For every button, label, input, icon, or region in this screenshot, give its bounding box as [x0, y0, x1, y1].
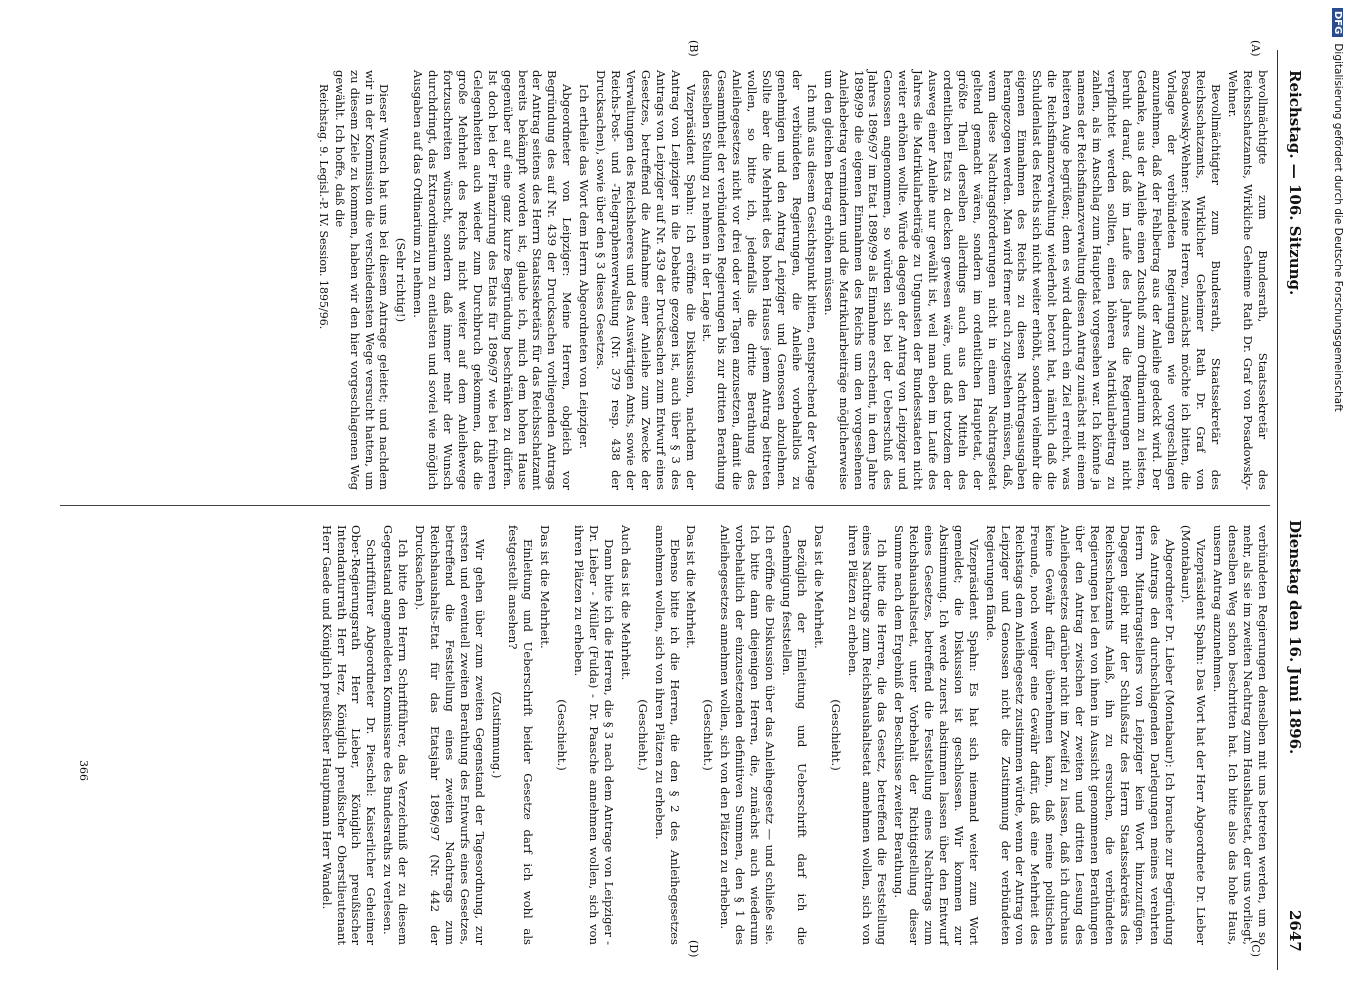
margin-mark-a: (A): [1249, 40, 1262, 57]
paragraph: Abgeordneter Dr. Lieber (Montabaur): Ich brauche zur Begründung des Antrags den durchschlagenden Darlegungen meines verehrten Herrn Mitantragstellers von Leipziger kein Wort hinzuzufügen. Dagegen giebt mir der Schlußsatz des Herrn Staatssekretärs des Reichsschatzamts Anlaß, ihn zu ersuchen, die verbündeten Regierungen bei den von ihnen in Aussicht genommenen Berathungen über den Antrag zwischen der zweiten und dritten Lesung des Anleihegesetzes darüber nicht im Zweifel zu lassen, daß ich durchaus keine Gewähr dafür übernehmen kann, daß meine politischen Freunde, noch weniger eine Gewähr dafür, daß eine Mehrheit des Reichstags dem Anleihegesetz zustimmen würde, wenn der Antrag von Leipziger und Genossen nicht die Zustimmung der verbündeten Regierungen fände.: [983, 525, 1177, 945]
paragraph: Ebenso bitte ich die Herren, die den § 2 des Anleihegesetzes annehmen wollen, sich von ihren Plätzen zu erheben.: [652, 525, 682, 945]
paragraph: Dieser Wunsch hat uns bei diesem Antrage geleitet; und nachdem wir in der Kommission die verschiedensten Wege versucht hatten, um zu diesem Ziele zu kommen, haben wir den hier vorgeschlagenen Weg gewählt. Ich hoffe, daß die: [332, 70, 392, 490]
page-header: [1274, 0, 1310, 1000]
page-footer-note: Reichstag. 9. Legisl.-P. IV. Session. 1895/96.: [316, 84, 330, 330]
dfg-logo: DFG: [1332, 8, 1343, 37]
paragraph: Ich ertheile das Wort dem Herrn Abgeordneten von Leipziger.: [577, 84, 592, 450]
margin-mark-c: (C): [1249, 940, 1262, 957]
paragraph: Abgeordneter von Leipziger: Meine Herren, obgleich vor Begründung des auf Nr. 439 der Drucksachen vorliegenden Antrags der Antrag seitens des Herrn Staatssekretärs für das Reichsschatzamt bereits bekämpft worden ist, glaube ich, mich dem hohen Hause gegenüber auf eine ganz kurze Begründung beschränken zu dürfen. Ist doch bei der Finanzirung des Etats für 1896/97 wie bei früheren Gelegenheiten auch wieder zum Durchbruch gekommen, daß die große Mehrheit des Reichs nicht weiter auf dem Anleihewege fortzuschreiten wünscht, sondern daß immer mehr der Wunsch durchdringt, das Extraordinarium zu entlasten und soviel wie möglich Ausgaben auf das Ordinarium zu nehmen.: [411, 70, 575, 490]
paragraph: Ich muß aus diesem Gesichtspunkt bitten, entsprechend der Vorlage der verbündeten Regierungen, die Anleihe vorbehaltlos zu genehmigen und den Antrag Leipziger und Genossen abzulehnen. Sollte aber die Mehrheit des hohen Hauses jenem Antrag beitreten wollen, so bitte ich, jedenfalls die dritte Berathung des Anleihegesetzes nicht vor drei oder vier Tagen anzusetzen, damit die Gesammtheit der verbündeten Regierungen bis zur dritten Berathung desselben Stellung zu nehmen in der Lage ist.: [700, 70, 819, 490]
paragraph: Vizepräsident Spahn: Das Wort hat der Herr Abgeordnete Dr. Lieber (Montabaur).: [1179, 525, 1209, 945]
margin-mark-b: (B): [687, 40, 700, 57]
paragraph: Schriftführer Abgeordneter Dr. Pieschel: Kaiserlicher Geheimer Ober-Regierungsrath Herr Lieber, Königlich preußischer Intendanturrath Herr Herz, Königlich preußischer Oberstlieutenant Herr Gaede und Königlich preußischer Hauptmann Herr Wandel.: [319, 525, 379, 945]
paragraph: (Zustimmung.): [489, 691, 504, 779]
paragraph: (Geschieht.): [555, 699, 570, 771]
text-column-left: [313, 70, 1270, 490]
paragraph: Wir gehen über zum zweiten Gegenstand der Tagesordnung, zur ersten und eventuell zweiten Berathung des Entwurfs eines Gesetzes, betreffend die Feststellung eines zweiten Nachtrags zum Reichshaushalts-Etat für das Etatsjahr 1896/97 (Nr. 442 der Drucksachen).: [413, 525, 487, 945]
paragraph: Auch das ist die Mehrheit.: [618, 525, 633, 681]
paragraph: Das ist die Mehrheit.: [811, 525, 826, 649]
digitization-note: [1322, 8, 1344, 994]
sheet-number: 366: [77, 760, 90, 781]
header-date: Dienstag den 16. Juni 1896.: [1286, 520, 1304, 755]
header-rule: [1277, 50, 1278, 970]
paragraph: verbündeten Regierungen denselben mit uns betreten werden, um so mehr, als sie im zweiten Nachtrag zum Haushaltsetat, der uns vorliegt, denselben Weg schon beschritten hat. Ich bitte also das hohe Haus, unsern Antrag anzunehmen.: [1211, 525, 1270, 945]
paragraph: Das ist die Mehrheit.: [684, 525, 699, 649]
paragraph: Ich bitte die Herren, die das Gesetz, betreffend die Feststellung eines Nachtrags zum Reichshaushaltsetat annehmen wollen, sich von ihren Plätzen zu erheben.: [845, 525, 890, 945]
paragraph: bevollmächtigte zum Bundesrath, Staatssekretär des Reichsschatzamts, Wirkliche Geheime Rath Dr. Graf von Posadowsky-Wehner.: [1226, 70, 1270, 490]
paragraph: Bezüglich der Einleitung und Ueberschrift darf ich die Genehmigung feststellen.: [779, 525, 809, 945]
margin-mark-d: (D): [687, 940, 700, 958]
paragraph: (Sehr richtig!): [394, 237, 409, 323]
column-divider: [60, 505, 1270, 506]
text-column-right: [317, 525, 1270, 945]
paragraph: Ich bitte den Herrn Schriftführer, das Verzeichniß der zu diesem Gegenstand angemeldeten Kommissare des Bundesraths zu verlesen.: [381, 525, 411, 945]
digitization-text: Digitalisierung gefördert durch die Deutsche Forschungsgemeinschaft: [1332, 43, 1344, 412]
paragraph: Vizepräsident Spahn: Es hat sich niemand weiter zum Wort gemeldet; die Diskussion ist geschlossen. Wir kommen zur Abstimmung. Ich werde zuerst abstimmen lassen über den Entwurf eines Gesetzes, betreffend die Feststellung eines Nachtrags zum Reichshaushaltsetat, unter Vorbehalt der Richtigstellung dieser Summe nach dem Ergebniß der Beschlüsse zweiter Berathung.: [892, 525, 981, 945]
paragraph: Bevollmächtigter zum Bundesrath, Staatssekretär des Reichsschatzamts, Wirklicher Geheimer Rath Dr. Graf von Posadowsky-Wehner: Meine Herren, zunächst möchte ich bitten, die Vorlage der verbündeten Regierungen wie vorgeschlagen anzunehmen, daß der Fehlbetrag aus der Anleihe gedeckt wird. Der Gedanke, aus der Anleihe einen Zuschuß zum Ordinarium zu leisten, beruht darauf, daß im Laufe des Jahres die Regierungen nicht verpflichtet werden sollten, einen höheren Matrikularbeitrag zu zahlen, als im Anschlag zum Hauptetat vorgesehen war. Ich könnte ja namens der Reichsfinanzverwaltung diesen Antrag zunächst mit einem heiteren Auge begrüßen; denn es wird dadurch ein Ziel erreicht, was die Reichsfinanzverwaltung wiederholt betont hat, nämlich daß die Schuldenlast des Reichs sich nicht weiter erhöht, sondern vielmehr die eigenen Einnahmen des Reichs zu diesen Nachtragsausgaben herangezogen werden. Man wird ferner auch zugestehen müssen, daß, wenn diese Nachtragsforderungen nicht in einem Nachtragsetat geltend gemacht wären, sondern im ordentlichen Hauptetat, der größte Theil derselben allerdings auch aus den Mitteln des ordentlichen Etats zu decken gewesen wäre, und daß trotzdem der Ausweg einer Anleihe nur gewählt ist, weil man eben im Laufe des Jahres die Matrikularbeiträge zu Ungunsten der Bundesstaaten nicht weiter erhöhen wollte. Würde dagegen der Antrag von Leipziger und Genossen angenommen, so würden sich bei der Ueberschuß des Jahres 1896/97 im Etat 1898/99 als Einnahme erscheint, in dem Jahre 1898/99 die eigenen Einnahmen des Reichs um den vorgesehenen Anleihebetrag vermindern und die Matrikularbeiträge möglicherweise um den gleichen Betrag erhöhen müssen.: [821, 70, 1224, 490]
paragraph: Vizepräsident Spahn: Ich eröffne die Diskussion, nachdem der Antrag von Leipziger in die Debatte gezogen ist, auch über § 3 des Antrags von Leipziger auf Nr. 439 der Drucksachen zum Entwurf eines Gesetzes, betreffend die Aufnahme einer Anleihe zum Zwecke der Verwaltungen des Reichsheeres und des Auswärtigen Amts, sowie der Reichs-Post- und -Telegraphenverwaltung (Nr. 379 resp. 438 der Drucksachen), sowie über den § 3 dieses Gesetzes.: [594, 70, 698, 490]
paragraph: Einleitung und Ueberschrift beider Gesetze darf ich wohl als festgestellt ansehen?: [506, 525, 536, 945]
paragraph: (Geschieht.): [635, 699, 650, 771]
header-page-number: 2647: [1286, 910, 1304, 952]
paragraph: (Geschieht.): [701, 699, 716, 771]
paragraph: Das ist die Mehrheit.: [538, 525, 553, 649]
paragraph: Ich eröffne die Diskussion über das Anleihegesetz — und schließe sie. Ich bitte dann diejenigen Herren, die, zunächst auch wiederum vorbehaltlich der einzusetzenden definitiven Summen, den § 1 des Anleihegesetzes annehmen wollen, sich von den Plätzen zu erheben.: [718, 525, 777, 945]
header-session: Reichstag. — 106. Sitzung.: [1286, 70, 1304, 296]
paragraph: Dann bitte ich die Herren, die § 3 nach dem Antrage von Leipziger - Dr. Lieber - Müller (Fulda) - Dr. Paasche annehmen wollen, sich von ihren Plätzen zu erheben.: [572, 525, 616, 945]
paragraph: (Geschieht.): [828, 699, 843, 771]
